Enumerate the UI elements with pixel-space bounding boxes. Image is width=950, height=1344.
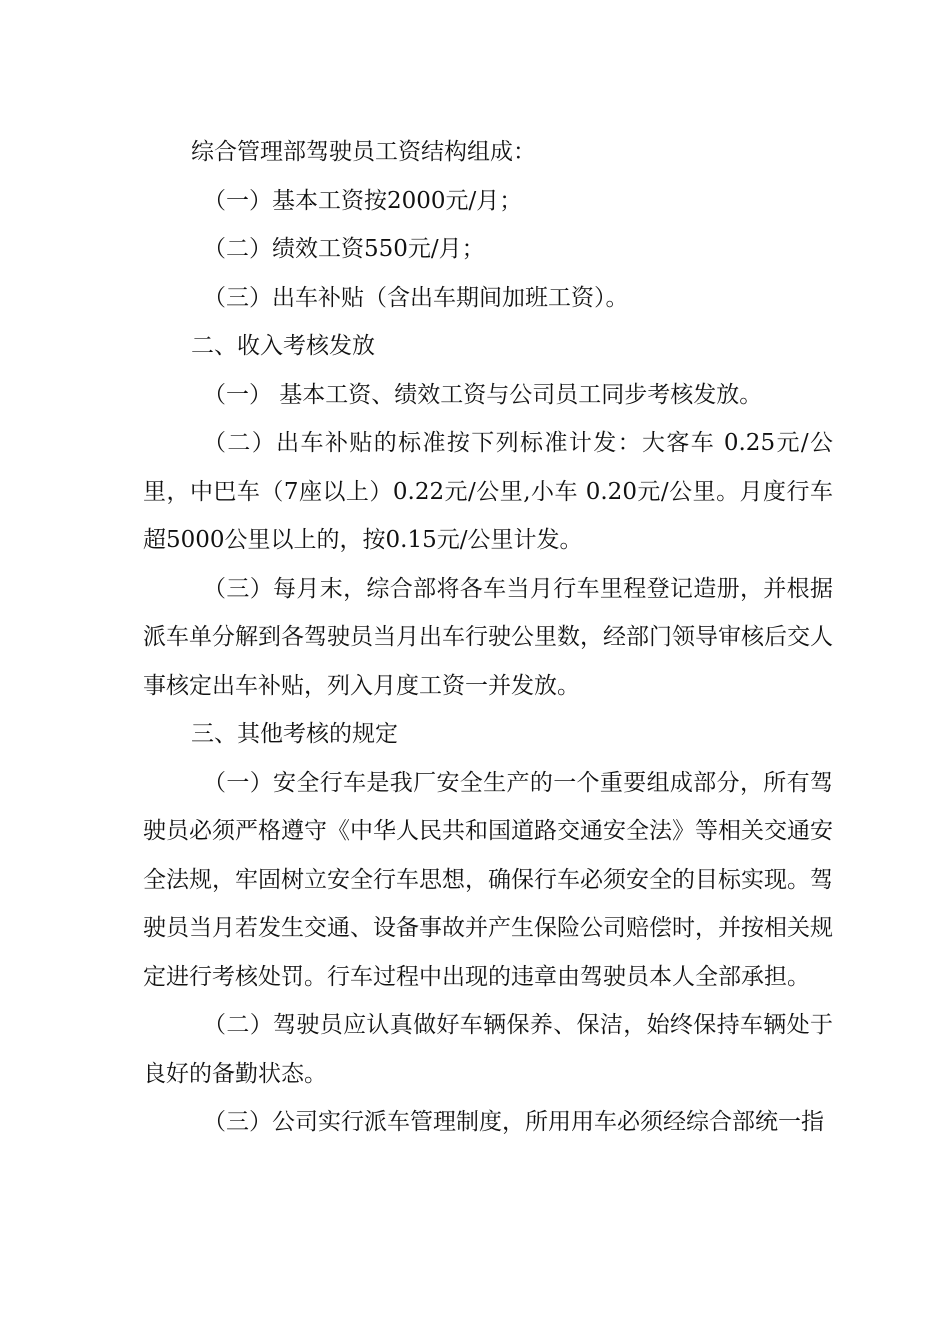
paragraph-trip-allowance: （三）出车补贴（含出车期间加班工资）。 bbox=[203, 284, 629, 311]
document-body bbox=[143, 128, 833, 1147]
paragraph-rule-3: （三）公司实行派车管理制度，所用用车必须经综合部统一指 bbox=[203, 1109, 824, 1135]
paragraph-income-2: （二）出车补贴的标准按下列标准计发：大客车 0.25元/公里，中巴车（7座以上）0.22元/公里,小车 0.20元/公里。月度行车超5000公里以上的，按0.15元/公里计发。 bbox=[143, 430, 833, 553]
paragraph-rule-1: （一）安全行车是我厂安全生产的一个重要组成部分，所有驾驶员必须严格遵守《中华人民共和国道路交通安全法》等相关交通安全法规，牢固树立安全行车思想，确保行车必须安全的目标实现。驾驶员当月若发生交通、设备事故并产生保险公司赔偿时，并按相关规定进行考核处罚。行车过程中出现的违章由驾驶员本人全部承担。 bbox=[143, 769, 833, 990]
paragraph-income-1: （一） 基本工资、绩效工资与公司员工同步考核发放。 bbox=[203, 381, 763, 408]
paragraph-basic-salary: （一）基本工资按2000元/月； bbox=[203, 187, 523, 214]
paragraph-income-3: （三）每月末，综合部将各车当月行车里程登记造册，并根据派车单分解到各驾驶员当月出车行驶公里数，经部门领导审核后交人事核定出车补贴，列入月度工资一并发放。 bbox=[143, 575, 833, 699]
paragraph-salary-structure: 综合管理部驾驶员工资结构组成： bbox=[191, 139, 536, 165]
section-heading-other-rules: 三、其他考核的规定 bbox=[191, 721, 398, 747]
paragraph-rule-2: （二）驾驶员应认真做好车辆保养、保洁，始终保持车辆处于良好的备勤状态。 bbox=[143, 1012, 833, 1087]
section-heading-income: 二、收入考核发放 bbox=[191, 333, 375, 359]
paragraph-performance-salary: （二）绩效工资550元/月； bbox=[203, 236, 485, 262]
